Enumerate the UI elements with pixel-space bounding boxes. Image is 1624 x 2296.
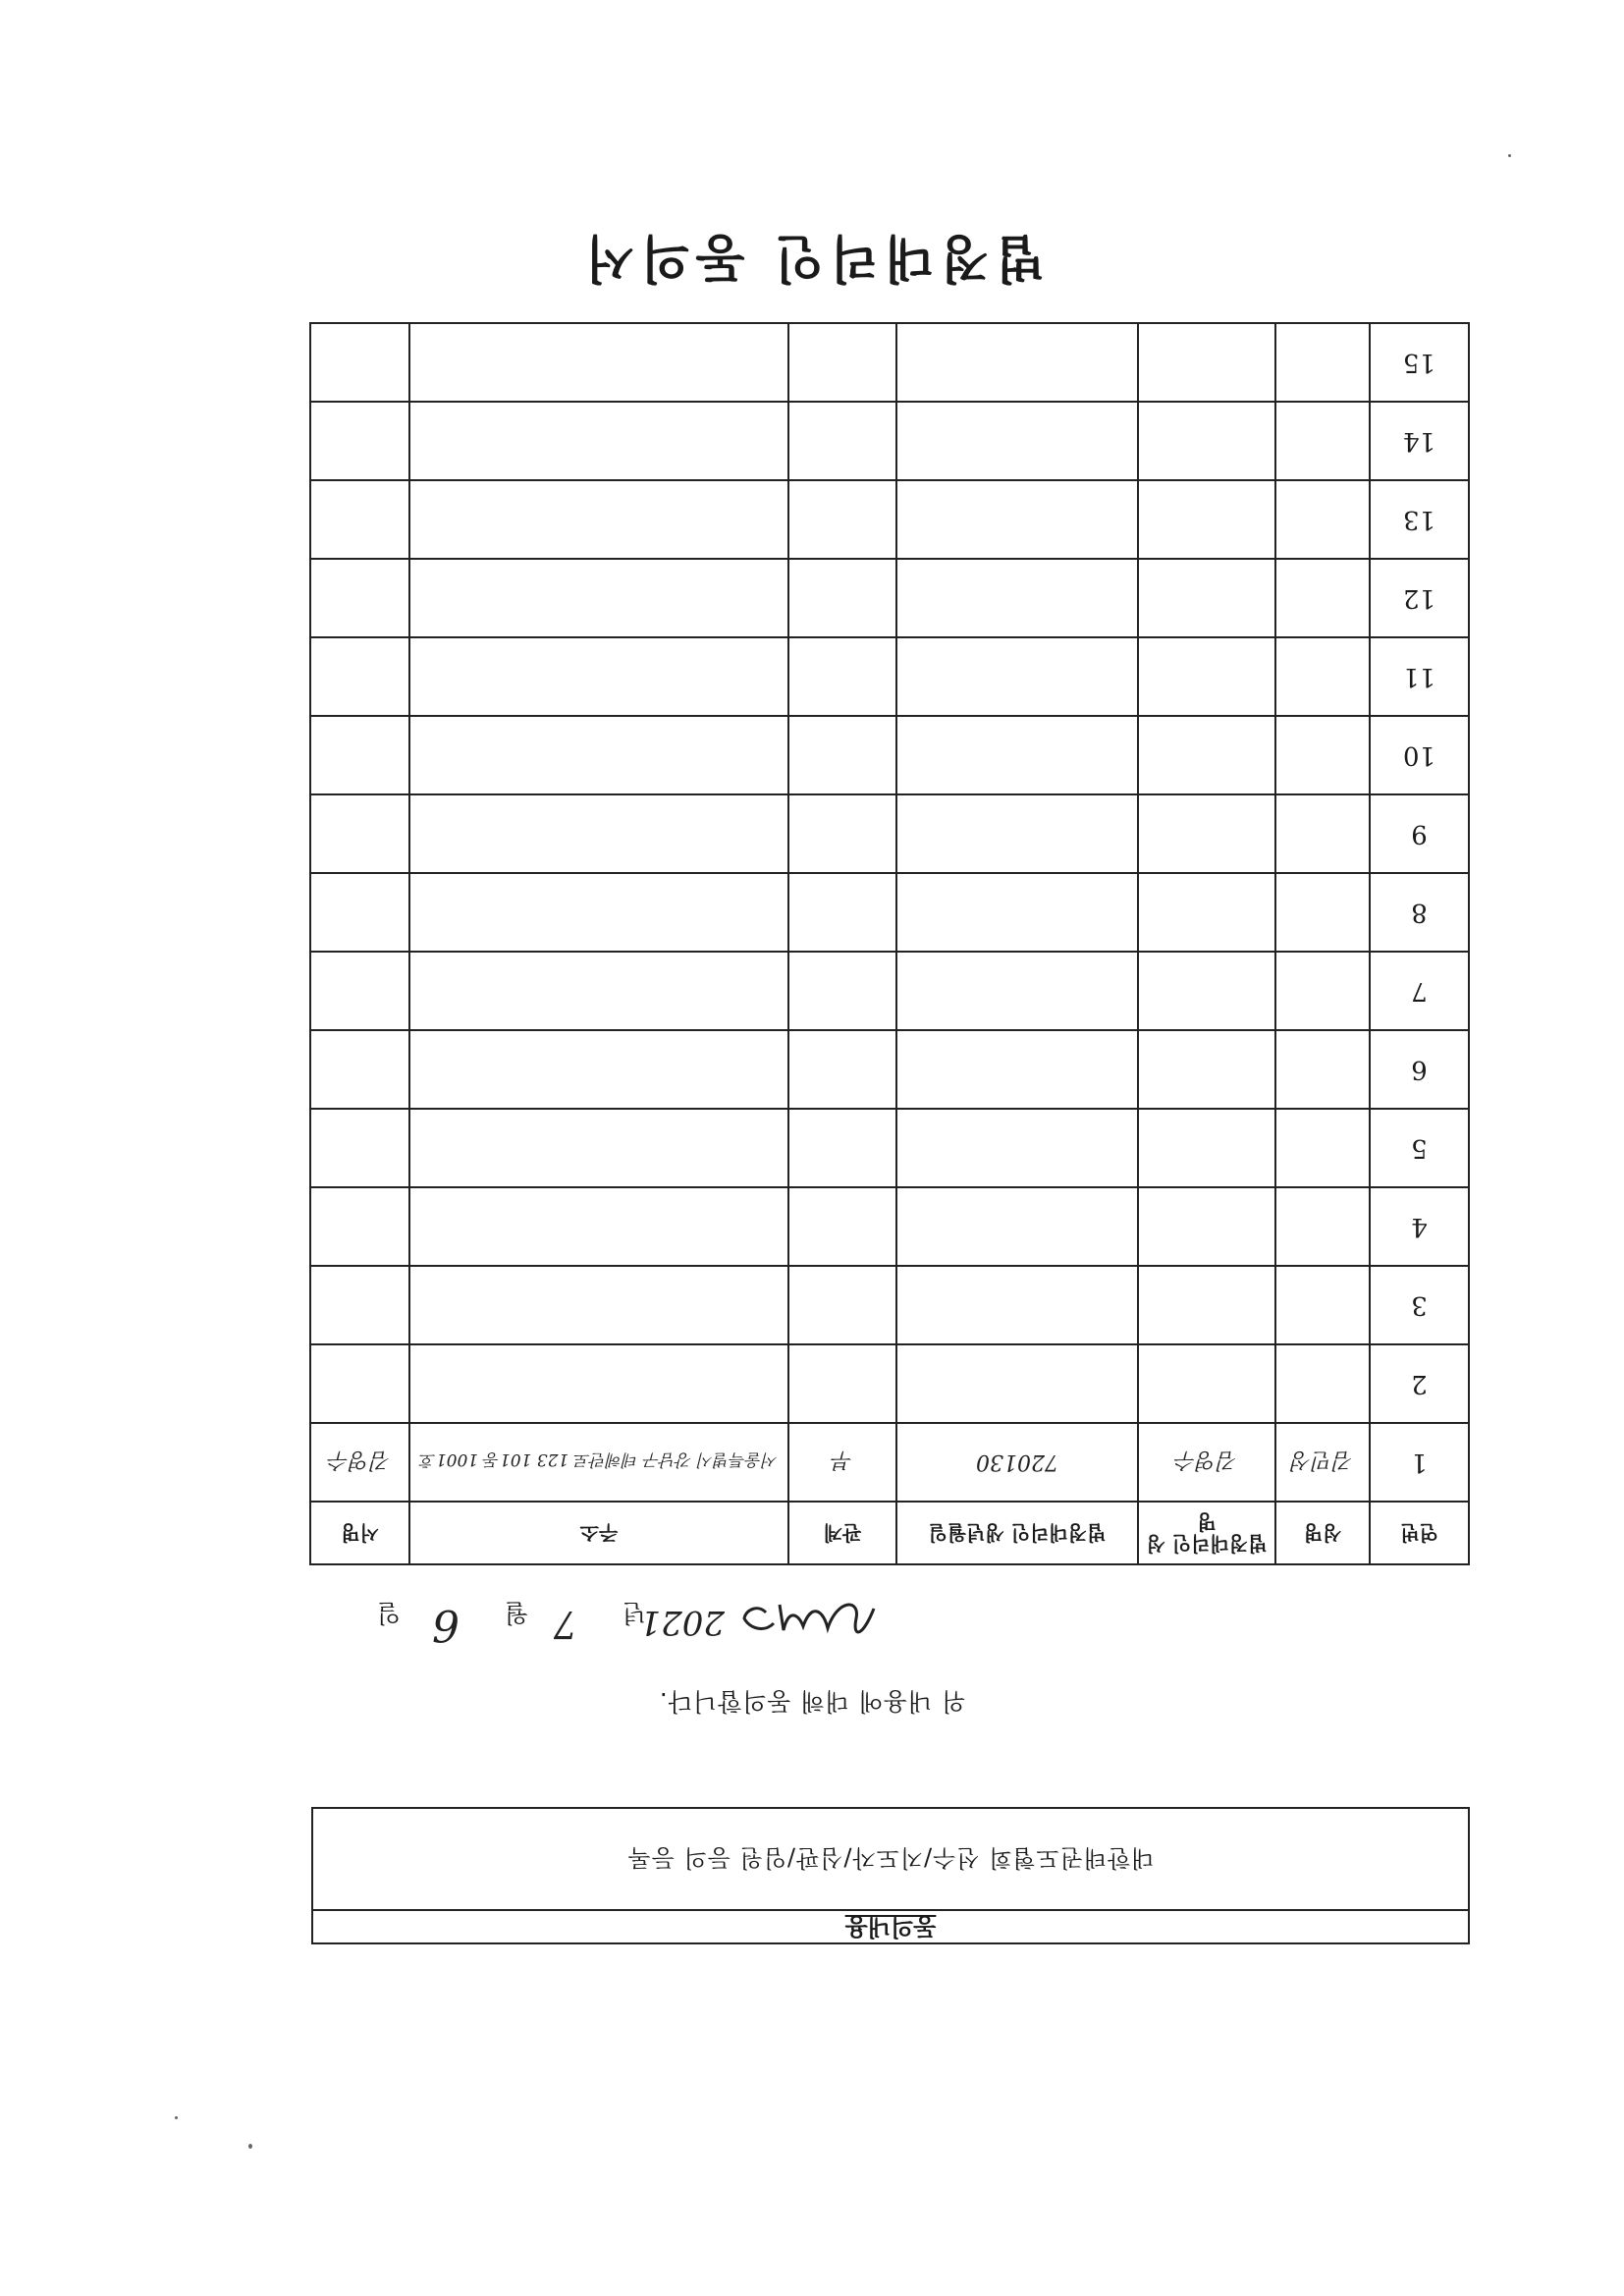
row-relation (788, 794, 896, 873)
row-guardian-name (1138, 480, 1275, 559)
row-signature (310, 794, 409, 873)
row-number-text: 12 (1402, 583, 1436, 613)
handwritten-year (734, 1589, 882, 1648)
row-signature (310, 716, 409, 794)
header-name: 성명 (1275, 1502, 1370, 1564)
row-guardian-name (1138, 323, 1275, 402)
row-guardian-birth (896, 637, 1138, 716)
row-signature (310, 1423, 409, 1502)
row-address (409, 873, 788, 952)
table-row (310, 1109, 1469, 1187)
scan-speck (175, 2116, 178, 2119)
row-number (1370, 952, 1469, 1030)
table-row (310, 1030, 1469, 1109)
row-name (1275, 1030, 1370, 1109)
consent-text: 대한태권도협회 선수/지도자/심판/임원 등의 등록 (626, 1844, 1155, 1872)
row-relation (788, 1344, 896, 1423)
row-address (409, 716, 788, 794)
consent-box (311, 1807, 1470, 1944)
row-address (409, 1423, 788, 1502)
header-guardian-birth: 법정대리인 생년월일 (896, 1502, 1138, 1564)
row-number (1370, 794, 1469, 873)
row-guardian-birth (896, 1109, 1138, 1187)
row-number (1370, 637, 1469, 716)
row-name (1275, 1423, 1370, 1502)
row-number-text: 9 (1411, 819, 1428, 848)
header-relation: 관계 (788, 1502, 896, 1564)
row-number (1370, 1109, 1469, 1187)
table-row (310, 402, 1469, 480)
row-number (1370, 716, 1469, 794)
row-name (1275, 480, 1370, 559)
handwritten-day: 6 (432, 1600, 460, 1650)
row-signature (310, 1344, 409, 1423)
row-number-text: 5 (1411, 1133, 1428, 1163)
row-number (1370, 1030, 1469, 1109)
row-name (1275, 1187, 1370, 1266)
row-name (1275, 873, 1370, 952)
row-signature-text: 김영수 (328, 1448, 392, 1473)
day-unit: 일 (376, 1599, 401, 1627)
row-guardian-birth (896, 1187, 1138, 1266)
row-relation (788, 1030, 896, 1109)
row-relation (788, 873, 896, 952)
row-number (1370, 323, 1469, 402)
row-address (409, 402, 788, 480)
row-guardian-name (1138, 794, 1275, 873)
row-guardian-name (1138, 402, 1275, 480)
row-guardian-name (1138, 716, 1275, 794)
row-signature (310, 873, 409, 952)
row-guardian-birth (896, 1266, 1138, 1344)
row-address (409, 1266, 788, 1344)
header-signature: 서명 (310, 1502, 409, 1564)
row-guardian-name (1138, 952, 1275, 1030)
agree-statement: 위 내용에 대해 동의합니다. (658, 1687, 966, 1716)
row-guardian-birth (896, 1423, 1138, 1502)
scan-speck (248, 2144, 252, 2149)
handwritten-year-text: 2021 (639, 1603, 725, 1642)
row-relation (788, 637, 896, 716)
table-row (310, 323, 1469, 402)
row-name (1275, 1344, 1370, 1423)
row-number (1370, 1187, 1469, 1266)
row-address (409, 1187, 788, 1266)
table-row (310, 559, 1469, 637)
row-guardian-birth (896, 559, 1138, 637)
row-relation (788, 1423, 896, 1502)
row-guardian-birth (896, 402, 1138, 480)
row-name (1275, 1109, 1370, 1187)
header-number: 연번 (1370, 1502, 1469, 1564)
row-number-text: 3 (1411, 1290, 1428, 1320)
header-guardian-name: 법정대리인 성명 (1138, 1502, 1275, 1564)
document-title: 법정대리인 동의서 (579, 228, 1045, 288)
scan-speck (1508, 154, 1511, 157)
row-address (409, 1030, 788, 1109)
row-guardian-name (1138, 1423, 1275, 1502)
row-number-text: 2 (1411, 1369, 1428, 1398)
row-name (1275, 402, 1370, 480)
row-guardian-birth (896, 1344, 1138, 1423)
row-number (1370, 480, 1469, 559)
row-address (409, 323, 788, 402)
row-name (1275, 716, 1370, 794)
row-name (1275, 952, 1370, 1030)
row-signature (310, 1030, 409, 1109)
row-signature (310, 323, 409, 402)
row-guardian-name (1138, 1109, 1275, 1187)
table-row (310, 1266, 1469, 1344)
row-guardian-name (1138, 1344, 1275, 1423)
table-row (310, 1344, 1469, 1423)
row-guardian-name (1138, 1266, 1275, 1344)
row-address (409, 952, 788, 1030)
row-number-text: 7 (1411, 976, 1428, 1006)
row-name (1275, 323, 1370, 402)
row-number (1370, 873, 1469, 952)
row-number-text: 1 (1411, 1448, 1428, 1477)
row-guardian-name-text: 김영수 (1175, 1448, 1238, 1473)
row-address (409, 1344, 788, 1423)
header-address: 주소 (409, 1502, 788, 1564)
row-signature (310, 1187, 409, 1266)
row-number-text: 10 (1402, 740, 1436, 770)
row-signature (310, 559, 409, 637)
table-row (310, 794, 1469, 873)
row-address (409, 480, 788, 559)
table-row (310, 1187, 1469, 1266)
table-row (310, 952, 1469, 1030)
row-number-text: 4 (1411, 1212, 1428, 1241)
row-relation (788, 559, 896, 637)
row-guardian-name (1138, 1187, 1275, 1266)
row-guardian-birth (896, 952, 1138, 1030)
row-signature (310, 402, 409, 480)
row-name (1275, 794, 1370, 873)
row-name-text: 김민성 (1291, 1448, 1354, 1473)
consent-heading: 동의내용 (313, 1909, 1468, 1942)
table-row (310, 873, 1469, 952)
row-signature (310, 952, 409, 1030)
row-relation (788, 480, 896, 559)
row-guardian-birth (896, 480, 1138, 559)
row-number (1370, 402, 1469, 480)
row-address (409, 794, 788, 873)
row-relation (788, 716, 896, 794)
row-number-text: 8 (1411, 898, 1428, 927)
row-guardian-name (1138, 637, 1275, 716)
row-relation (788, 952, 896, 1030)
row-signature (310, 637, 409, 716)
row-guardian-birth-text: 720130 (976, 1449, 1058, 1475)
row-address-text: 서울특별시 강남구 테헤란로 123 101동 1001호 (419, 1449, 779, 1470)
table-row (310, 716, 1469, 794)
month-unit: 월 (504, 1599, 528, 1627)
row-relation (788, 402, 896, 480)
table-row (310, 480, 1469, 559)
handwritten-month: 7 (553, 1603, 577, 1646)
year-unit: 년 (622, 1599, 646, 1627)
table-row (310, 637, 1469, 716)
row-guardian-birth (896, 1030, 1138, 1109)
row-number (1370, 1266, 1469, 1344)
row-guardian-name (1138, 1030, 1275, 1109)
row-guardian-birth (896, 873, 1138, 952)
row-signature (310, 480, 409, 559)
row-guardian-name (1138, 873, 1275, 952)
row-guardian-birth (896, 794, 1138, 873)
row-number-text: 6 (1411, 1055, 1428, 1084)
row-guardian-birth (896, 323, 1138, 402)
row-relation (788, 1109, 896, 1187)
row-name (1275, 559, 1370, 637)
row-guardian-birth (896, 716, 1138, 794)
row-number-text: 13 (1402, 505, 1436, 534)
row-relation (788, 1187, 896, 1266)
row-address (409, 559, 788, 637)
row-signature (310, 1266, 409, 1344)
guardian-table (309, 322, 1470, 1565)
row-number (1370, 1344, 1469, 1423)
row-guardian-name (1138, 559, 1275, 637)
row-number-text: 15 (1402, 348, 1436, 377)
row-relation-text: 부 (832, 1448, 853, 1473)
table-row (310, 1423, 1469, 1502)
row-number-text: 11 (1402, 662, 1436, 691)
row-address (409, 1109, 788, 1187)
row-number (1370, 1423, 1469, 1502)
row-name (1275, 637, 1370, 716)
row-name (1275, 1266, 1370, 1344)
row-relation (788, 1266, 896, 1344)
table-header-row (310, 1502, 1469, 1564)
row-number-text: 14 (1402, 426, 1436, 456)
row-signature (310, 1109, 409, 1187)
date-line (332, 1589, 744, 1648)
row-number (1370, 559, 1469, 637)
row-relation (788, 323, 896, 402)
row-address (409, 637, 788, 716)
